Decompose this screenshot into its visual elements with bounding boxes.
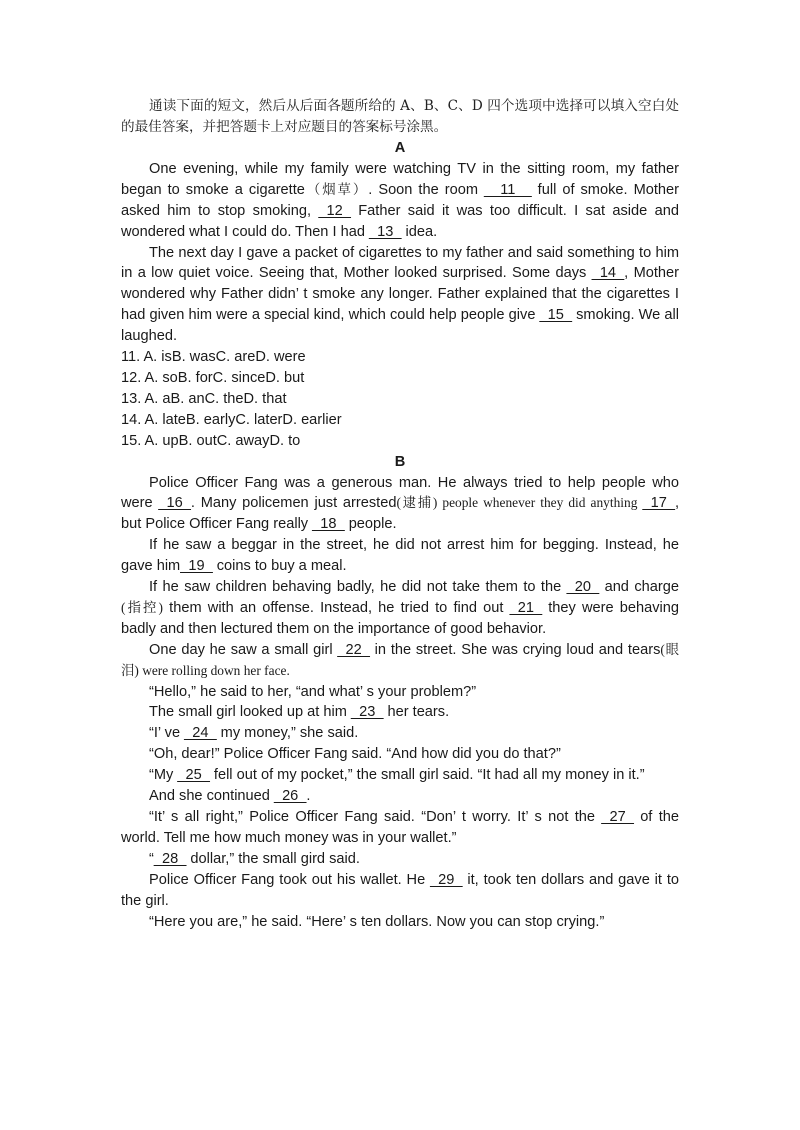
document-page: [121, 96, 679, 932]
text: .: [306, 788, 311, 805]
blank-16: _16_: [158, 495, 191, 512]
text: in the street. She was crying loud and tears: [369, 641, 661, 658]
blank-20: _20_: [566, 579, 600, 596]
text: , Mother wondered why Father didn’ t smoke any longer. Father explained that the cigarettes I had given him were a special kind, which could help people give: [121, 265, 680, 324]
option-line-13: 13. A. aB. anC. theD. that: [121, 390, 287, 407]
blank-21: _21_: [509, 599, 543, 616]
text: my money,” she said.: [216, 725, 359, 742]
option-line-15: 15. A. upB. outC. awayD. to: [121, 432, 301, 449]
section-b-paragraph-9: [121, 765, 679, 786]
section-b-paragraph-11: [121, 807, 679, 849]
annotation: (逮捕) people whenever they did anything: [396, 495, 643, 511]
section-b-heading: B: [394, 453, 406, 470]
blank-29: _29_: [430, 871, 463, 888]
section-b-paragraph-3: [121, 577, 679, 640]
text: And she continued: [149, 788, 274, 805]
blank-28: _28_: [153, 850, 187, 867]
text: “My: [149, 767, 178, 784]
section-b-paragraph-1: [121, 473, 679, 536]
section-a-heading: A: [394, 140, 406, 156]
text: “It’ s all right,” Police Officer Fang said. “Don’ t worry. It’ s not the: [149, 809, 602, 825]
text: The next day I gave a packet of cigarettes to my father and said something to him in a low quiet voice. Seeing that, Mother looked surprised. Some days: [121, 244, 679, 282]
text: . Soon the room: [368, 181, 485, 198]
text: smoking. We all laughed.: [121, 307, 679, 345]
text: “I’ ve: [149, 725, 185, 742]
section-b-paragraph-13: [121, 870, 679, 912]
blank-17: _17_: [642, 495, 675, 512]
annotation: (指控): [121, 599, 164, 615]
section-b-paragraph-10: [121, 786, 679, 807]
text: idea.: [401, 223, 438, 240]
section-b-paragraph-12: [121, 849, 679, 870]
text: “: [149, 850, 154, 867]
text: and charge: [599, 579, 679, 596]
annotation: (眼泪) were rolling down her face.: [121, 641, 679, 678]
section-b-paragraph-7: [121, 723, 679, 744]
blank-13: _13_: [369, 223, 402, 240]
text: dollar,” the small gird said.: [186, 850, 360, 867]
text: fell out of my pocket,” the small girl said. “It had all my money in it.”: [209, 767, 645, 784]
text: coins to buy a meal.: [212, 558, 347, 575]
text: her tears.: [383, 704, 450, 721]
section-b-paragraph-2: [121, 535, 679, 577]
text: One evening, while my family were watching TV in the sitting room, my father began to smoke a cigarette: [121, 160, 679, 198]
text: If he saw a beggar in the street, he did not arrest him for begging. Instead, he gave him: [121, 537, 679, 575]
text: , but Police Officer Fang really: [121, 495, 679, 533]
blank-25: _25_: [177, 767, 210, 784]
text: One day he saw a small girl: [149, 641, 338, 658]
section-b-paragraph-14: “Here you are,” he said. “Here’ s ten dollars. Now you can stop crying.”: [149, 913, 605, 930]
option-line-12: 12. A. soB. forC. sinceD. but: [121, 369, 305, 386]
text: The small girl looked up at him: [149, 704, 351, 721]
blank-24: _24_: [184, 725, 217, 742]
text: Police Officer Fang was a generous man. He always tried to help people who were: [121, 474, 679, 512]
text: they were behaving badly and then lectured them on the importance of good behavior.: [121, 599, 679, 637]
blank-11: __11__: [484, 181, 532, 198]
blank-19: _19_: [180, 558, 213, 575]
section-b-paragraph-4: [121, 640, 679, 682]
blank-22: _22_: [337, 641, 370, 658]
section-a-paragraph-2: [121, 243, 679, 348]
blank-15: _15_: [539, 307, 573, 324]
section-a-options: [121, 347, 679, 452]
text: If he saw children behaving badly, he did not take them to the: [149, 579, 567, 596]
text: . Many policemen just arrested: [190, 495, 397, 512]
blank-23: _23_: [350, 704, 384, 721]
text: people.: [344, 516, 397, 533]
text: it, took ten dollars and gave it to the girl.: [121, 871, 679, 909]
blank-26: _26_: [273, 788, 307, 805]
section-b-paragraph-5: “Hello,” he said to her, “and what’ s your problem?”: [149, 683, 477, 700]
blank-18: _18_: [312, 516, 345, 533]
text: Police Officer Fang took out his wallet. He: [149, 871, 431, 888]
blank-14: _14_: [591, 265, 625, 282]
text: full of smoke. Mother asked him to stop smoking,: [121, 181, 679, 219]
text: Father said it was too difficult. I sat aside and wondered what I could do. Then I had: [121, 202, 679, 240]
section-b-paragraph-6: [121, 702, 679, 723]
text: them with an offense. Instead, he tried to find out: [163, 599, 510, 616]
section-b-paragraph-8: “Oh, dear!” Police Officer Fang said. “And how did you do that?”: [149, 746, 561, 763]
blank-27: _27_: [601, 809, 634, 825]
blank-12: _12_: [318, 202, 351, 219]
section-a-paragraph-1: [121, 159, 679, 243]
option-line-11: 11. A. isB. wasC. areD. were: [121, 349, 306, 366]
option-line-14: 14. A. lateB. earlyC. laterD. earlier: [121, 411, 342, 428]
instructions: 通读下面的短文，然后从后面各题所给的 A、B、C、D 四个选项中选择可以填入空白处的最佳答案，并把答题卡上对应题目的答案标号涂黑。: [121, 98, 679, 135]
annotation: （烟草）: [304, 181, 369, 197]
text: of the world. Tell me how much money was in your wallet.”: [121, 809, 679, 846]
